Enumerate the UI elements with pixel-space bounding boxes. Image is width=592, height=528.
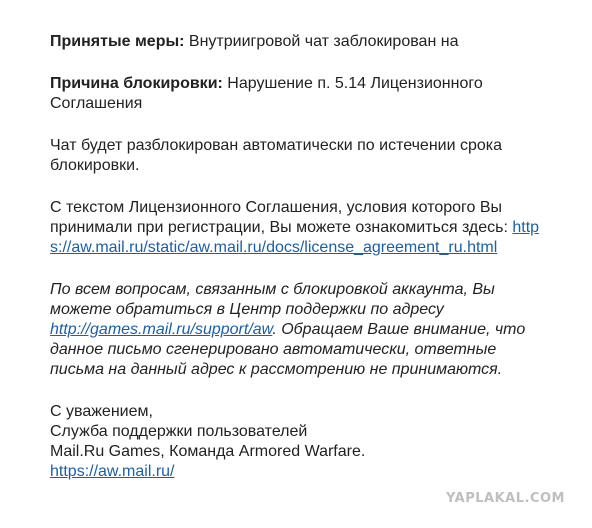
reason-label: Причина блокировки: xyxy=(50,75,223,92)
signature xyxy=(50,402,550,482)
support-text-before: По всем вопросам, связанным с блокировкой аккаунта, Вы можете обратиться в Центр поддержки по адресу xyxy=(50,281,495,318)
email-body xyxy=(50,32,550,482)
watermark-logo: YAPLAKAL.COM xyxy=(446,491,565,506)
signature-regards: С уважением, xyxy=(50,403,153,420)
support-text-after: . Обращаем Ваше внимание, что данное письмо сгенерировано автоматически, ответные письма на данный адрес к рассмотрению не принимаются. xyxy=(50,321,526,378)
license-text: С текстом Лицензионного Соглашения, условия которого Вы принимали при регистрации, Вы можете ознакомиться здесь: xyxy=(50,199,513,236)
measures-value: Внутриигровой чат заблокирован на xyxy=(184,33,459,50)
signature-team: Служба поддержки пользователей xyxy=(50,423,308,440)
unblock-paragraph: Чат будет разблокирован автоматически по истечении срока блокировки. xyxy=(50,137,503,174)
measures-label: Принятые меры: xyxy=(50,33,185,50)
signature-company: Mail.Ru Games, Команда Armored Warfare. xyxy=(50,443,366,460)
measures-paragraph xyxy=(50,32,550,52)
reason-paragraph xyxy=(50,74,550,114)
license-link[interactable]: https://aw.mail.ru/static/aw.mail.ru/docs/license_agreement_ru.html xyxy=(50,219,540,256)
support-paragraph xyxy=(50,280,550,380)
license-paragraph xyxy=(50,198,550,258)
reason-value: Нарушение п. 5.14 Лицензионного Соглашения xyxy=(50,75,483,112)
signature-link[interactable]: https://aw.mail.ru/ xyxy=(50,463,175,480)
support-link[interactable]: http://games.mail.ru/support/aw xyxy=(50,321,273,338)
